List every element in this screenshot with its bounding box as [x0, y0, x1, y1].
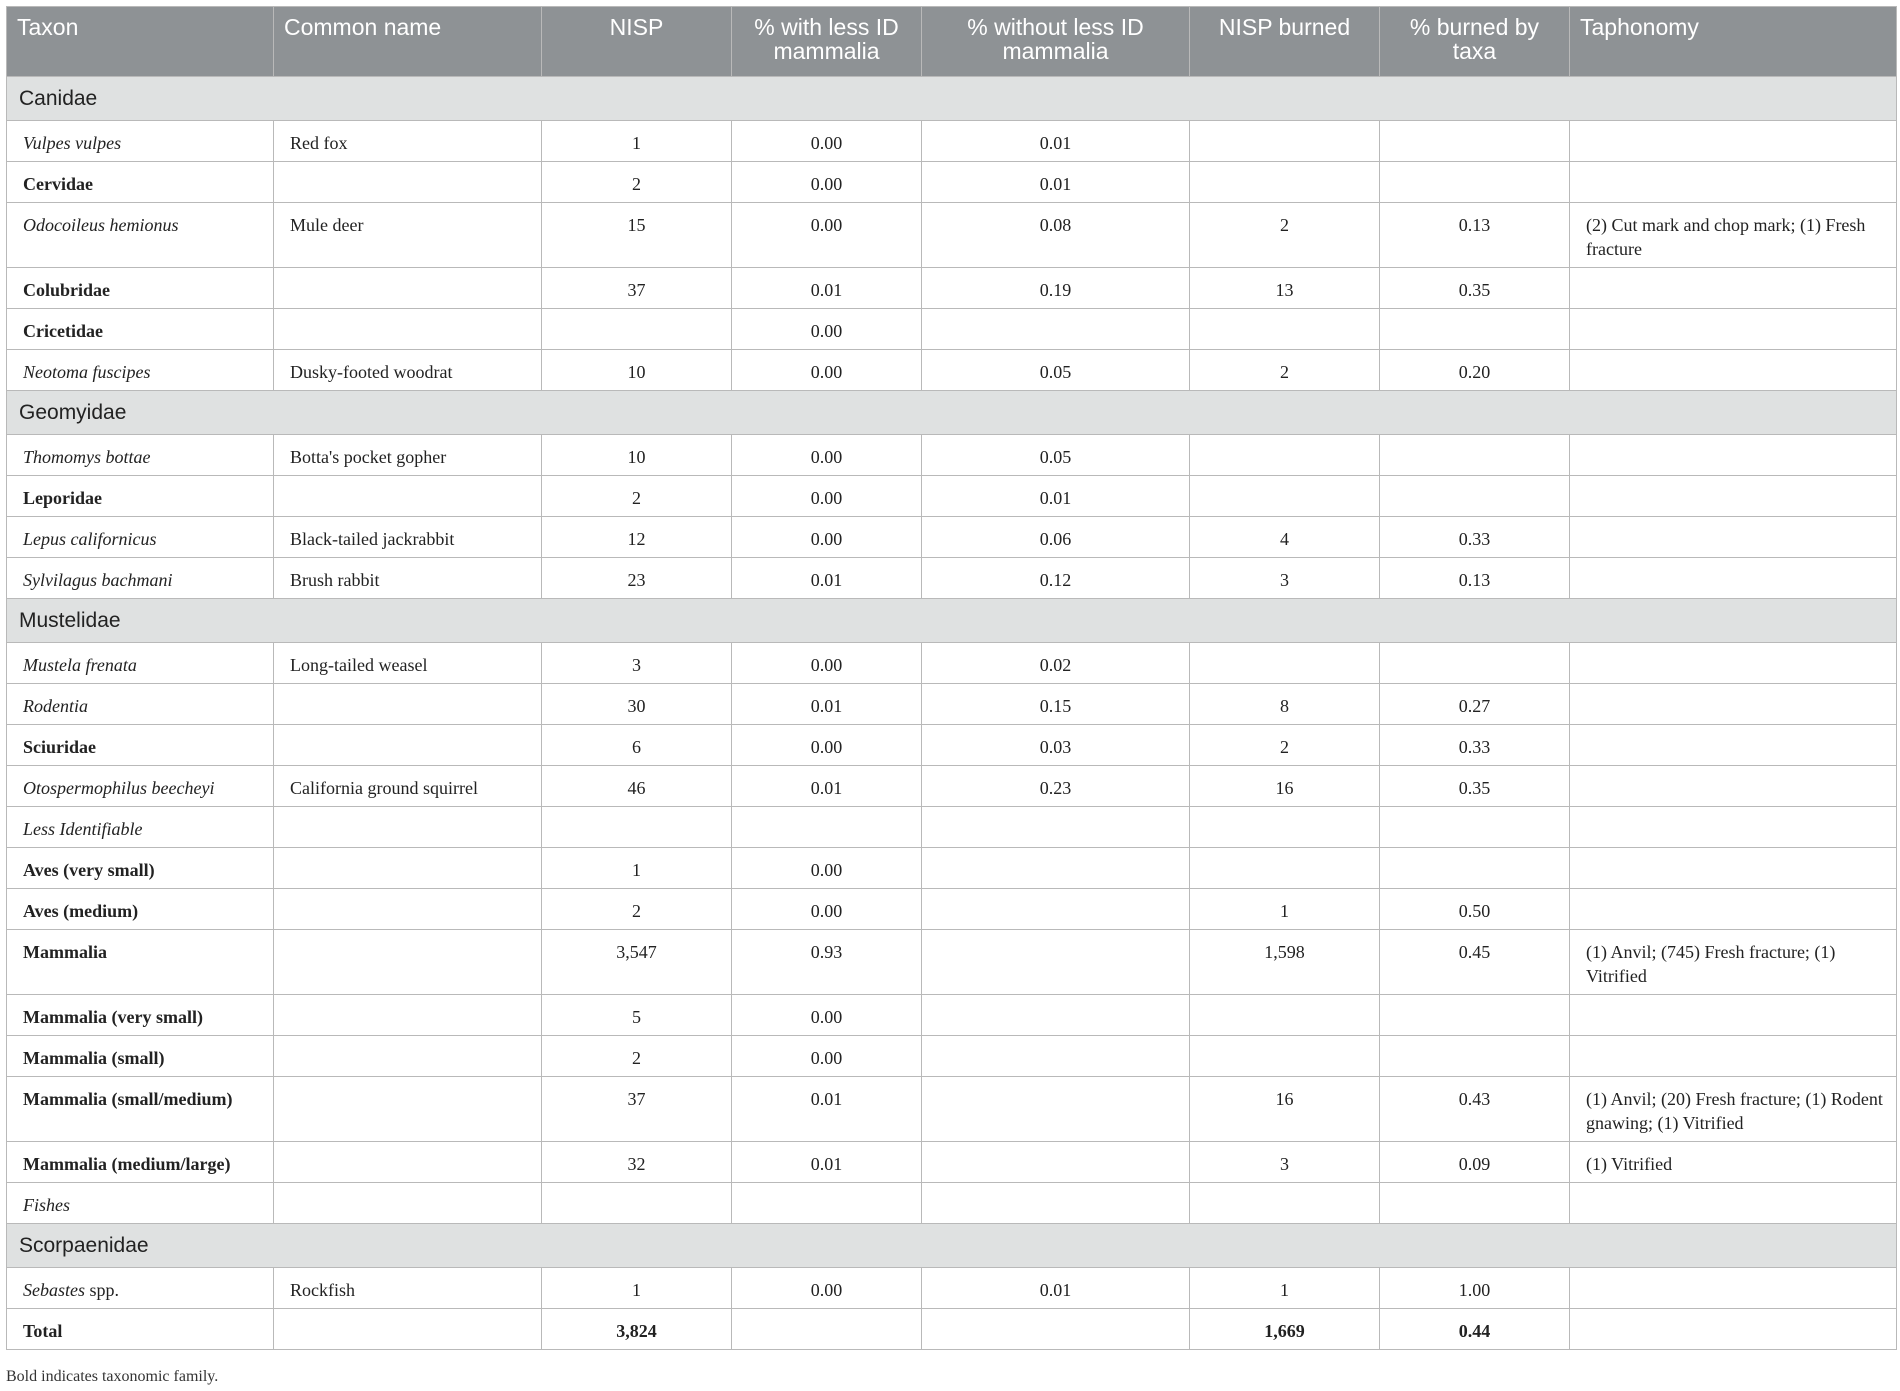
cell-taphonomy: (1) Vitrified	[1570, 1142, 1897, 1183]
cell-nisp: 3,824	[542, 1309, 732, 1350]
footnote: Bold indicates taxonomic family.	[6, 1368, 219, 1385]
cell-nisp-burned	[1190, 807, 1380, 848]
cell-nisp	[542, 807, 732, 848]
table-row	[7, 517, 1897, 558]
cell-without-less-id: 0.02	[922, 643, 1190, 684]
cell-taphonomy	[1570, 309, 1897, 350]
cell-nisp: 46	[542, 766, 732, 807]
cell-without-less-id	[922, 309, 1190, 350]
section-row	[7, 77, 1897, 121]
cell-common-name	[274, 268, 542, 309]
cell-nisp: 3,547	[542, 930, 732, 995]
cell-taphonomy	[1570, 558, 1897, 599]
cell-common-name	[274, 1077, 542, 1142]
cell-nisp: 30	[542, 684, 732, 725]
table-row	[7, 435, 1897, 476]
cell-pct-burned	[1380, 807, 1570, 848]
table-row	[7, 684, 1897, 725]
cell-taxon: Leporidae	[7, 476, 274, 517]
cell-without-less-id	[922, 1077, 1190, 1142]
cell-taphonomy	[1570, 1036, 1897, 1077]
cell-without-less-id: 0.12	[922, 558, 1190, 599]
table-row	[7, 725, 1897, 766]
cell-with-less-id: 0.00	[732, 995, 922, 1036]
cell-with-less-id	[732, 807, 922, 848]
cell-pct-burned: 0.33	[1380, 517, 1570, 558]
table-row	[7, 766, 1897, 807]
cell-nisp-burned: 16	[1190, 766, 1380, 807]
cell-common-name	[274, 684, 542, 725]
header-common-name: Common name	[274, 7, 542, 77]
cell-without-less-id	[922, 1309, 1190, 1350]
cell-common-name: Botta's pocket gopher	[274, 435, 542, 476]
cell-taxon: Aves (medium)	[7, 889, 274, 930]
cell-pct-burned: 0.43	[1380, 1077, 1570, 1142]
table-row	[7, 807, 1897, 848]
cell-taxon: Lepus californicus	[7, 517, 274, 558]
header-taxon: Taxon	[7, 7, 274, 77]
cell-nisp-burned	[1190, 162, 1380, 203]
cell-with-less-id: 0.00	[732, 309, 922, 350]
cell-taxon: Cervidae	[7, 162, 274, 203]
cell-nisp: 10	[542, 350, 732, 391]
cell-with-less-id: 0.00	[732, 435, 922, 476]
cell-with-less-id: 0.00	[732, 203, 922, 268]
cell-taxon: Mammalia (small)	[7, 1036, 274, 1077]
cell-pct-burned: 0.27	[1380, 684, 1570, 725]
cell-taxon: Mustela frenata	[7, 643, 274, 684]
cell-nisp: 1	[542, 1268, 732, 1309]
cell-taphonomy	[1570, 517, 1897, 558]
cell-nisp-burned	[1190, 848, 1380, 889]
cell-nisp-burned: 2	[1190, 203, 1380, 268]
cell-taphonomy	[1570, 1268, 1897, 1309]
cell-without-less-id: 0.03	[922, 725, 1190, 766]
cell-taphonomy	[1570, 995, 1897, 1036]
cell-without-less-id: 0.01	[922, 1268, 1190, 1309]
cell-with-less-id: 0.01	[732, 684, 922, 725]
cell-nisp: 2	[542, 1036, 732, 1077]
cell-taphonomy	[1570, 1183, 1897, 1224]
cell-taxon: Mammalia (medium/large)	[7, 1142, 274, 1183]
cell-with-less-id: 0.93	[732, 930, 922, 995]
cell-without-less-id: 0.05	[922, 350, 1190, 391]
cell-pct-burned: 1.00	[1380, 1268, 1570, 1309]
cell-common-name: Red fox	[274, 121, 542, 162]
cell-nisp	[542, 309, 732, 350]
cell-pct-burned: 0.13	[1380, 558, 1570, 599]
cell-with-less-id: 0.00	[732, 848, 922, 889]
cell-taphonomy: (1) Anvil; (745) Fresh fracture; (1) Vitrified	[1570, 930, 1897, 995]
cell-common-name	[274, 848, 542, 889]
cell-pct-burned: 0.09	[1380, 1142, 1570, 1183]
cell-without-less-id	[922, 1036, 1190, 1077]
cell-pct-burned	[1380, 435, 1570, 476]
cell-with-less-id: 0.00	[732, 517, 922, 558]
cell-common-name: Long-tailed weasel	[274, 643, 542, 684]
cell-nisp-burned	[1190, 435, 1380, 476]
cell-nisp: 37	[542, 1077, 732, 1142]
cell-nisp: 37	[542, 268, 732, 309]
header-without-less-id: % without less ID mammalia	[922, 7, 1190, 77]
cell-without-less-id: 0.01	[922, 121, 1190, 162]
cell-taxon: Mammalia	[7, 930, 274, 995]
table-row	[7, 558, 1897, 599]
cell-nisp: 15	[542, 203, 732, 268]
cell-nisp-burned: 16	[1190, 1077, 1380, 1142]
cell-taxon: Total	[7, 1309, 274, 1350]
cell-taphonomy	[1570, 725, 1897, 766]
cell-nisp-burned	[1190, 476, 1380, 517]
cell-taphonomy	[1570, 848, 1897, 889]
cell-taxon: Colubridae	[7, 268, 274, 309]
cell-pct-burned	[1380, 121, 1570, 162]
cell-without-less-id: 0.15	[922, 684, 1190, 725]
header-taphonomy: Taphonomy	[1570, 7, 1897, 77]
cell-with-less-id: 0.00	[732, 1036, 922, 1077]
table-header-row	[7, 7, 1897, 77]
cell-common-name: Rockfish	[274, 1268, 542, 1309]
cell-taphonomy	[1570, 889, 1897, 930]
cell-nisp-burned: 3	[1190, 1142, 1380, 1183]
table-row	[7, 203, 1897, 268]
table-row	[7, 1268, 1897, 1309]
cell-without-less-id: 0.01	[922, 162, 1190, 203]
cell-without-less-id: 0.01	[922, 476, 1190, 517]
cell-nisp-burned: 1,669	[1190, 1309, 1380, 1350]
table-row	[7, 121, 1897, 162]
cell-common-name	[274, 1309, 542, 1350]
cell-pct-burned	[1380, 1183, 1570, 1224]
cell-common-name: Mule deer	[274, 203, 542, 268]
cell-common-name	[274, 725, 542, 766]
cell-pct-burned	[1380, 848, 1570, 889]
cell-common-name	[274, 1183, 542, 1224]
cell-pct-burned	[1380, 643, 1570, 684]
cell-taxon: Sylvilagus bachmani	[7, 558, 274, 599]
cell-with-less-id: 0.00	[732, 162, 922, 203]
cell-taphonomy	[1570, 268, 1897, 309]
cell-nisp-burned	[1190, 643, 1380, 684]
cell-nisp-burned	[1190, 121, 1380, 162]
cell-taxon	[7, 1268, 274, 1309]
cell-nisp-burned: 1,598	[1190, 930, 1380, 995]
cell-with-less-id: 0.01	[732, 1077, 922, 1142]
cell-taxon: Vulpes vulpes	[7, 121, 274, 162]
cell-nisp-burned: 1	[1190, 1268, 1380, 1309]
cell-nisp: 12	[542, 517, 732, 558]
cell-taxon: Rodentia	[7, 684, 274, 725]
cell-taxon: Aves (very small)	[7, 848, 274, 889]
cell-nisp-burned: 2	[1190, 725, 1380, 766]
cell-nisp: 32	[542, 1142, 732, 1183]
section-label: Scorpaenidae	[7, 1224, 1897, 1268]
cell-pct-burned: 0.35	[1380, 766, 1570, 807]
cell-nisp-burned: 4	[1190, 517, 1380, 558]
table-body	[7, 77, 1897, 1350]
cell-nisp-burned: 13	[1190, 268, 1380, 309]
cell-without-less-id: 0.19	[922, 268, 1190, 309]
cell-with-less-id: 0.00	[732, 1268, 922, 1309]
cell-taxon: Otospermophilus beecheyi	[7, 766, 274, 807]
section-row	[7, 391, 1897, 435]
cell-taphonomy: (2) Cut mark and chop mark; (1) Fresh fracture	[1570, 203, 1897, 268]
cell-pct-burned: 0.13	[1380, 203, 1570, 268]
cell-common-name: Brush rabbit	[274, 558, 542, 599]
cell-taxon: Sciuridae	[7, 725, 274, 766]
cell-with-less-id: 0.01	[732, 1142, 922, 1183]
cell-without-less-id	[922, 889, 1190, 930]
table-row	[7, 643, 1897, 684]
cell-without-less-id	[922, 848, 1190, 889]
cell-pct-burned: 0.35	[1380, 268, 1570, 309]
cell-common-name	[274, 889, 542, 930]
cell-common-name	[274, 476, 542, 517]
cell-taphonomy: (1) Anvil; (20) Fresh fracture; (1) Rodent gnawing; (1) Vitrified	[1570, 1077, 1897, 1142]
header-nisp-burned: NISP burned	[1190, 7, 1380, 77]
section-label: Geomyidae	[7, 391, 1897, 435]
cell-without-less-id	[922, 1183, 1190, 1224]
section-row	[7, 1224, 1897, 1268]
cell-nisp: 5	[542, 995, 732, 1036]
cell-taxon: Thomomys bottae	[7, 435, 274, 476]
cell-taxon: Neotoma fuscipes	[7, 350, 274, 391]
cell-taxon: Fishes	[7, 1183, 274, 1224]
cell-taxon: Mammalia (small/medium)	[7, 1077, 274, 1142]
table-row	[7, 848, 1897, 889]
cell-common-name: California ground squirrel	[274, 766, 542, 807]
cell-pct-burned	[1380, 476, 1570, 517]
cell-without-less-id: 0.23	[922, 766, 1190, 807]
table-row	[7, 1077, 1897, 1142]
table-row	[7, 268, 1897, 309]
table-row	[7, 1142, 1897, 1183]
cell-without-less-id	[922, 930, 1190, 995]
cell-with-less-id: 0.01	[732, 558, 922, 599]
cell-with-less-id: 0.01	[732, 268, 922, 309]
table-row	[7, 350, 1897, 391]
cell-nisp: 10	[542, 435, 732, 476]
cell-taxon: Cricetidae	[7, 309, 274, 350]
taxon-suffix: spp.	[85, 1280, 120, 1300]
cell-taphonomy	[1570, 435, 1897, 476]
cell-common-name: Black-tailed jackrabbit	[274, 517, 542, 558]
cell-without-less-id	[922, 1142, 1190, 1183]
taxon-genus: Sebastes	[23, 1280, 85, 1300]
cell-nisp: 2	[542, 476, 732, 517]
table-row	[7, 162, 1897, 203]
header-nisp: NISP	[542, 7, 732, 77]
cell-with-less-id: 0.00	[732, 725, 922, 766]
cell-taphonomy	[1570, 350, 1897, 391]
cell-nisp-burned	[1190, 309, 1380, 350]
cell-without-less-id	[922, 995, 1190, 1036]
cell-common-name	[274, 807, 542, 848]
table-row	[7, 476, 1897, 517]
table-row	[7, 309, 1897, 350]
table-row	[7, 1183, 1897, 1224]
cell-taxon: Mammalia (very small)	[7, 995, 274, 1036]
cell-nisp-burned	[1190, 1036, 1380, 1077]
cell-taxon: Odocoileus hemionus	[7, 203, 274, 268]
cell-with-less-id: 0.00	[732, 643, 922, 684]
cell-common-name	[274, 995, 542, 1036]
table-row	[7, 930, 1897, 995]
cell-nisp-burned: 8	[1190, 684, 1380, 725]
cell-nisp: 6	[542, 725, 732, 766]
cell-taphonomy	[1570, 121, 1897, 162]
cell-nisp: 2	[542, 889, 732, 930]
cell-nisp-burned: 1	[1190, 889, 1380, 930]
cell-taphonomy	[1570, 1309, 1897, 1350]
table-row	[7, 1036, 1897, 1077]
cell-pct-burned	[1380, 309, 1570, 350]
section-row	[7, 599, 1897, 643]
cell-nisp: 3	[542, 643, 732, 684]
cell-taphonomy	[1570, 643, 1897, 684]
cell-nisp-burned: 2	[1190, 350, 1380, 391]
cell-taphonomy	[1570, 684, 1897, 725]
taxa-table	[6, 6, 1897, 1350]
cell-with-less-id: 0.00	[732, 476, 922, 517]
table-row	[7, 995, 1897, 1036]
header-pct-burned: % burned by taxa	[1380, 7, 1570, 77]
cell-without-less-id	[922, 807, 1190, 848]
cell-pct-burned	[1380, 995, 1570, 1036]
cell-without-less-id: 0.05	[922, 435, 1190, 476]
cell-with-less-id	[732, 1309, 922, 1350]
cell-common-name: Dusky-footed woodrat	[274, 350, 542, 391]
cell-nisp: 1	[542, 848, 732, 889]
cell-with-less-id: 0.00	[732, 121, 922, 162]
cell-taphonomy	[1570, 766, 1897, 807]
cell-without-less-id: 0.08	[922, 203, 1190, 268]
cell-pct-burned: 0.33	[1380, 725, 1570, 766]
cell-without-less-id: 0.06	[922, 517, 1190, 558]
cell-with-less-id: 0.01	[732, 766, 922, 807]
total-row	[7, 1309, 1897, 1350]
header-with-less-id: % with less ID mammalia	[732, 7, 922, 77]
section-label: Mustelidae	[7, 599, 1897, 643]
cell-nisp-burned	[1190, 995, 1380, 1036]
cell-common-name	[274, 1036, 542, 1077]
cell-pct-burned	[1380, 1036, 1570, 1077]
cell-taphonomy	[1570, 807, 1897, 848]
cell-taphonomy	[1570, 162, 1897, 203]
cell-pct-burned: 0.44	[1380, 1309, 1570, 1350]
cell-common-name	[274, 1142, 542, 1183]
cell-nisp: 1	[542, 121, 732, 162]
cell-nisp	[542, 1183, 732, 1224]
cell-common-name	[274, 930, 542, 995]
section-label: Canidae	[7, 77, 1897, 121]
cell-pct-burned	[1380, 162, 1570, 203]
table-row	[7, 889, 1897, 930]
cell-with-less-id	[732, 1183, 922, 1224]
cell-nisp-burned	[1190, 1183, 1380, 1224]
cell-pct-burned: 0.20	[1380, 350, 1570, 391]
cell-nisp: 2	[542, 162, 732, 203]
cell-common-name	[274, 162, 542, 203]
cell-pct-burned: 0.50	[1380, 889, 1570, 930]
cell-with-less-id: 0.00	[732, 350, 922, 391]
cell-pct-burned: 0.45	[1380, 930, 1570, 995]
cell-with-less-id: 0.00	[732, 889, 922, 930]
table-container	[6, 6, 1896, 1350]
cell-taphonomy	[1570, 476, 1897, 517]
cell-taxon: Less Identifiable	[7, 807, 274, 848]
cell-common-name	[274, 309, 542, 350]
cell-nisp-burned: 3	[1190, 558, 1380, 599]
cell-nisp: 23	[542, 558, 732, 599]
